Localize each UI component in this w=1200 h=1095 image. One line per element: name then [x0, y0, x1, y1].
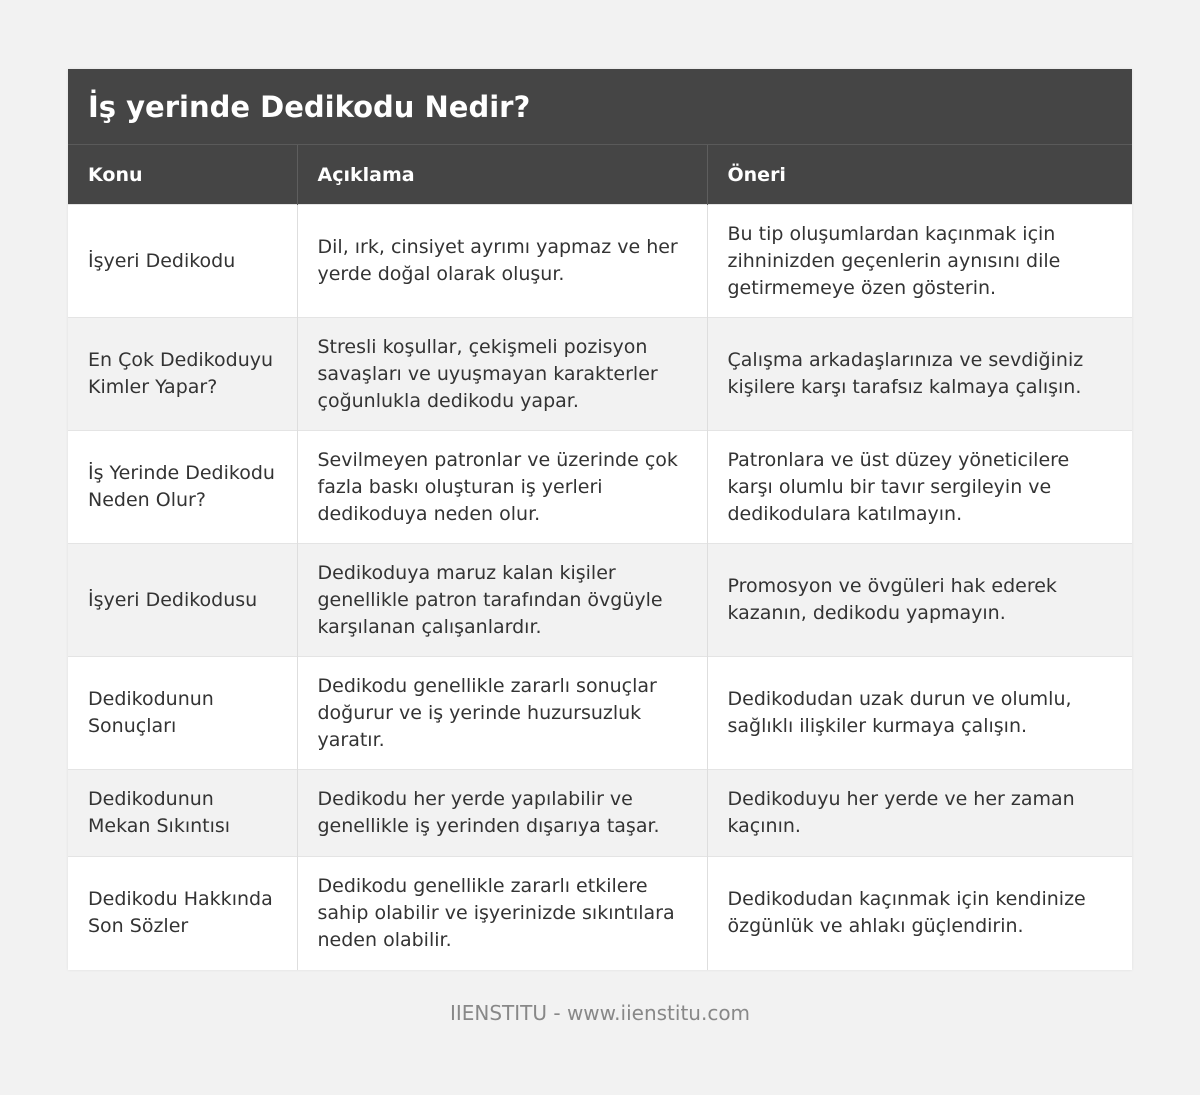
footer-credit: IIENSTITU - www.iienstitu.com — [449, 1001, 751, 1025]
table-row — [68, 857, 1132, 970]
cell-konu: İşyeri Dedikodu — [68, 205, 297, 318]
table-row — [68, 544, 1132, 657]
cell-konu: İşyeri Dedikodusu — [68, 544, 297, 657]
column-header-oneri: Öneri — [707, 145, 1132, 205]
table-row — [68, 431, 1132, 544]
table-row — [68, 318, 1132, 431]
cell-aciklama: Dedikodu genellikle zararlı sonuçlar doğurur ve iş yerinde huzursuzluk yaratır. — [297, 657, 707, 770]
cell-aciklama: Sevilmeyen patronlar ve üzerinde çok fazla baskı oluşturan iş yerleri dedikoduya neden olur. — [297, 431, 707, 544]
column-header-konu: Konu — [68, 145, 297, 205]
cell-konu: İş Yerinde Dedikodu Neden Olur? — [68, 431, 297, 544]
cell-aciklama: Dil, ırk, cinsiyet ayrımı yapmaz ve her yerde doğal olarak oluşur. — [297, 205, 707, 318]
cell-aciklama: Stresli koşullar, çekişmeli pozisyon savaşları ve uyuşmayan karakterler çoğunlukla dedikodu yapar. — [297, 318, 707, 431]
table-row — [68, 657, 1132, 770]
cell-oneri: Patronlara ve üst düzey yöneticilere karşı olumlu bir tavır sergileyin ve dedikodulara katılmayın. — [707, 431, 1132, 544]
cell-konu: Dedikodunun Mekan Sıkıntısı — [68, 770, 297, 857]
header-row — [68, 145, 1132, 205]
cell-oneri: Promosyon ve övgüleri hak ederek kazanın, dedikodu yapmayın. — [707, 544, 1132, 657]
table-row — [68, 770, 1132, 857]
cell-aciklama: Dedikoduya maruz kalan kişiler genellikle patron tarafından övgüyle karşılanan çalışanlardır. — [297, 544, 707, 657]
cell-oneri: Dedikodudan kaçınmak için kendinize özgünlük ve ahlakı güçlendirin. — [707, 857, 1132, 970]
cell-konu: En Çok Dedikoduyu Kimler Yapar? — [68, 318, 297, 431]
cell-konu: Dedikodu Hakkında Son Sözler — [68, 857, 297, 970]
column-header-aciklama: Açıklama — [297, 145, 707, 205]
cell-aciklama: Dedikodu her yerde yapılabilir ve genellikle iş yerinden dışarıya taşar. — [297, 770, 707, 857]
cell-aciklama: Dedikodu genellikle zararlı etkilere sahip olabilir ve işyerinizde sıkıntılara neden olabilir. — [297, 857, 707, 970]
table-row — [68, 205, 1132, 318]
cell-oneri: Dedikodudan uzak durun ve olumlu, sağlıklı ilişkiler kurmaya çalışın. — [707, 657, 1132, 770]
cell-konu: Dedikodunun Sonuçları — [68, 657, 297, 770]
cell-oneri: Dedikoduyu her yerde ve her zaman kaçının. — [707, 770, 1132, 857]
cell-oneri: Çalışma arkadaşlarınıza ve sevdiğiniz kişilere karşı tarafsız kalmaya çalışın. — [707, 318, 1132, 431]
gossip-table — [68, 145, 1132, 970]
cell-oneri: Bu tip oluşumlardan kaçınmak için zihninizden geçenlerin aynısını dile getirmemeye özen gösterin. — [707, 205, 1132, 318]
info-table-card — [68, 69, 1132, 970]
table-title: İş yerinde Dedikodu Nedir? — [68, 69, 1132, 145]
